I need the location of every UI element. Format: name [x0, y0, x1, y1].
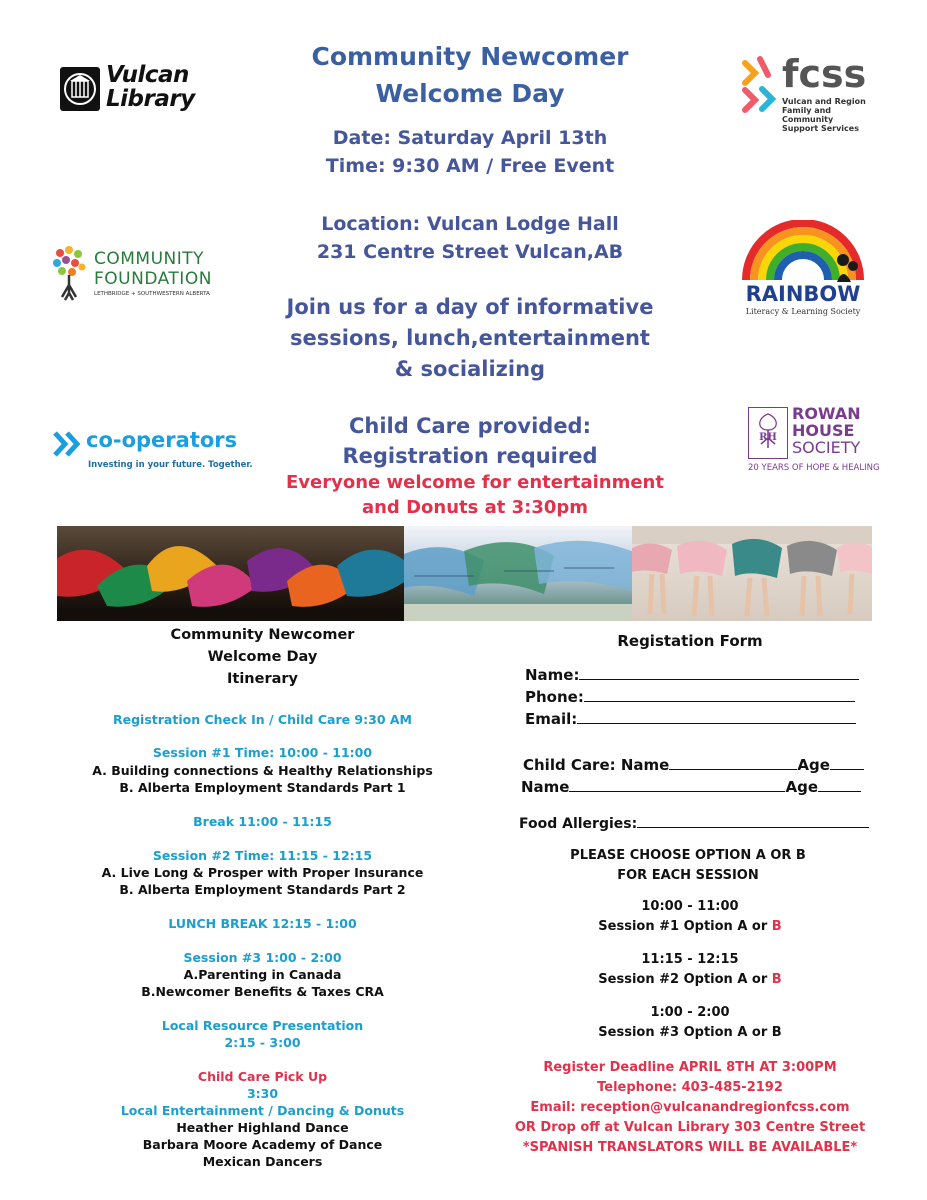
rainbow-name: RAINBOW [745, 282, 861, 306]
itinerary-title-line: Itinerary [227, 671, 298, 687]
fcss-sub-line: Support Services [782, 124, 859, 133]
fcss-arrows-icon [740, 55, 780, 125]
contact-info [505, 1058, 875, 1158]
rainbow-icon [741, 220, 866, 282]
session2-option-b: B. Alberta Employment Standards Part 2 [119, 882, 406, 897]
session3-choice-label: Session #3 Option A or B [598, 1025, 782, 1040]
description-line: Join us for a day of informative [286, 295, 654, 319]
tree-icon [52, 245, 86, 303]
food-allergies-row [519, 815, 869, 832]
event-time: Time: 9:30 AM / Free Event [325, 155, 615, 177]
cooperators-tagline: Investing in your future. Together. [88, 460, 253, 470]
session1-option-b: B. Alberta Employment Standards Part 1 [119, 780, 406, 795]
register-deadline: Register Deadline APRIL 8TH AT 3:00PM [543, 1060, 837, 1075]
session1-choice-time: 10:00 - 11:00 [641, 899, 739, 914]
rowan-sub: 20 YEARS OF HOPE & HEALING [748, 463, 880, 473]
session3-choice-time: 1:00 - 2:00 [650, 1005, 730, 1020]
flyer-title-line: Community Newcomer [311, 42, 629, 71]
event-date-time [300, 124, 640, 180]
choose-line: FOR EACH SESSION [617, 868, 759, 883]
performer: Mexican Dancers [202, 1154, 323, 1169]
rowan-monogram: RH [759, 432, 777, 443]
vulcan-library-logo [60, 62, 205, 115]
session1-choice [540, 897, 840, 937]
session2-choice-label: Session #2 Option A or [598, 972, 772, 987]
performer: Barbara Moore Academy of Dance [142, 1137, 383, 1152]
phone-field[interactable] [584, 689, 855, 702]
childcare-field-row [523, 756, 864, 774]
itinerary-title-line: Community Newcomer [170, 627, 355, 643]
flyer-title [280, 38, 660, 112]
library-building-icon [60, 67, 100, 111]
choose-option-instructions [518, 846, 858, 886]
fcss-sub-line: Vulcan and Region [782, 97, 866, 106]
rowan-tree-icon [748, 407, 788, 459]
cooperators-logo [52, 428, 252, 473]
session2-choice-b: B [771, 972, 782, 987]
cf-line: FOUNDATION [94, 269, 212, 289]
session2-option-a: A. Live Long & Prosper with Proper Insurance [101, 865, 424, 880]
cooperators-chevron-icon [52, 430, 82, 458]
food-allergies-field[interactable] [637, 815, 869, 828]
cooperators-name: co-operators [86, 428, 238, 452]
cf-line: COMMUNITY [94, 249, 205, 269]
email-label: Email: [525, 710, 578, 728]
cf-sub: LETHBRIDGE + SOUTHWESTERN ALBERTA [94, 291, 210, 297]
name2-label: Name [521, 778, 570, 796]
rowan-house-logo [748, 405, 878, 480]
childcare-age2-field[interactable] [818, 779, 861, 792]
childcare-line: Registration required [342, 444, 598, 468]
phone-field-row [525, 688, 855, 706]
name-field[interactable] [579, 667, 859, 680]
itinerary-title-line: Welcome Day [207, 649, 318, 665]
phone-label: Phone: [525, 688, 584, 706]
ballet-dancers-photo [632, 526, 872, 621]
food-allergies-label: Food Allergies: [519, 816, 638, 832]
fcss-logo [740, 52, 880, 133]
performer: Heather Highland Dance [176, 1120, 349, 1135]
dropoff-info: OR Drop off at Vulcan Library 303 Centre Street [514, 1120, 866, 1135]
childcare-name2-field[interactable] [569, 779, 785, 792]
community-foundation-logo [52, 245, 222, 305]
session1-option-a: A. Building connections & Healthy Relationships [92, 763, 433, 778]
age-label: Age [785, 778, 819, 796]
everyone-line: and Donuts at 3:30pm [361, 497, 589, 518]
session1-time: Session #1 Time: 10:00 - 11:00 [152, 745, 373, 760]
email-field-row [525, 710, 856, 728]
description-line: sessions, lunch,entertainment [290, 326, 650, 350]
rowan-line: HOUSE [792, 421, 855, 440]
fcss-name: fcss [782, 52, 867, 96]
highland-dancers-photo [404, 526, 632, 621]
session2-time: Session #2 Time: 11:15 - 12:15 [152, 848, 373, 863]
location-address: 231 Centre Street Vulcan,AB [316, 241, 624, 263]
registration-form-title: Registation Form [617, 632, 763, 650]
itinerary-entertainment: Local Entertainment / Dancing & Donuts [120, 1103, 405, 1118]
name-label: Name: [525, 666, 580, 684]
childcare-age-field[interactable] [830, 757, 864, 770]
contact-email: Email: reception@vulcanandregionfcss.com [530, 1100, 850, 1115]
itinerary-lunch: LUNCH BREAK 12:15 - 1:00 [168, 916, 357, 931]
flyer-title-line: Welcome Day [375, 79, 565, 108]
childcare-name-label: Child Care: Name [523, 756, 670, 774]
childcare-notice [290, 411, 650, 471]
session1-choice-b: B [771, 919, 782, 934]
everyone-welcome-notice [270, 470, 680, 520]
name-field-row [525, 666, 859, 684]
itinerary-resource: Local Resource Presentation [161, 1018, 364, 1033]
childcare-name-field[interactable] [669, 757, 797, 770]
itinerary-registration: Registration Check In / Child Care 9:30 AM [113, 712, 412, 727]
session2-choice-time: 11:15 - 12:15 [641, 952, 739, 967]
itinerary-title [120, 624, 405, 690]
rainbow-literacy-logo [738, 220, 868, 320]
event-description [270, 292, 670, 385]
spanish-translators-note: *SPANISH TRANSLATORS WILL BE AVAILABLE* [522, 1140, 858, 1155]
rowan-line: ROWAN [792, 404, 861, 423]
session3-time: Session #3 1:00 - 2:00 [183, 950, 342, 965]
photo-strip [57, 526, 872, 621]
session1-choice-label: Session #1 Option A or [598, 919, 772, 934]
email-field[interactable] [577, 711, 856, 724]
itinerary-resource-time: 2:15 - 3:00 [224, 1035, 301, 1050]
session3-option-b: B.Newcomer Benefits & Taxes CRA [141, 984, 384, 999]
itinerary-break: Break 11:00 - 11:15 [193, 814, 332, 829]
childcare-field-row-2 [521, 778, 861, 796]
childcare-line: Child Care provided: [348, 414, 591, 438]
itinerary-pickup: Child Care Pick Up [197, 1069, 328, 1084]
age-label: Age [797, 756, 830, 774]
event-location [300, 210, 640, 266]
session2-choice [540, 950, 840, 990]
session3-option-a: A.Parenting in Canada [183, 967, 342, 982]
fcss-sub-line: Family and Community [782, 106, 834, 124]
contact-telephone: Telephone: 403-485-2192 [597, 1080, 783, 1095]
rainbow-sub: Literacy & Learning Society [745, 307, 861, 316]
event-date: Date: Saturday April 13th [332, 127, 608, 149]
location-name: Location: Vulcan Lodge Hall [321, 213, 619, 235]
itinerary-pickup-time: 3:30 [246, 1086, 279, 1101]
mexican-dancers-photo [57, 526, 404, 621]
logo-text-library: Library [106, 86, 195, 112]
logo-text-vulcan: Vulcan [106, 62, 189, 88]
rowan-line: SOCIETY [792, 438, 861, 457]
session3-choice [540, 1003, 840, 1043]
everyone-line: Everyone welcome for entertainment [286, 472, 664, 493]
choose-line: PLEASE CHOOSE OPTION A OR B [570, 848, 806, 863]
description-line: & socializing [394, 357, 546, 381]
